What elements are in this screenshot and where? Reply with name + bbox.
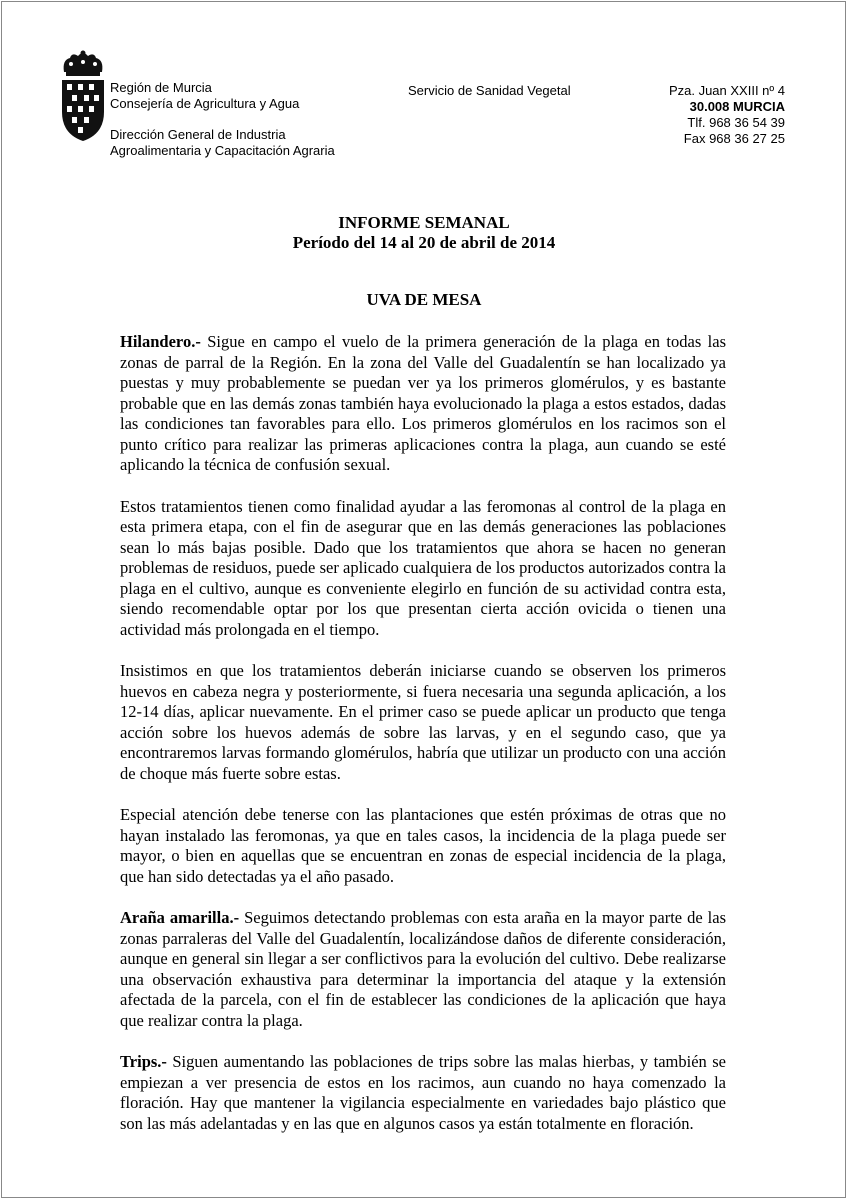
paragraph [120,497,726,641]
paragraph-text: Siguen aumentando las poblaciones de trips sobre las malas hierbas, y también se empiezan a ver presencia de estos en los racimos, aun cuando no haya comenzado la floración. Hay que mantener la vigilancia especialmente en variedades bajo plástico que son las más adelantadas y en las que en algunos casos ya están totalmente en floración. [120,1052,726,1133]
report-body [120,332,726,1155]
letterhead [0,0,848,170]
department-name [110,127,335,159]
phone-number: Tlf. 968 36 54 39 [687,115,785,130]
paragraph [120,908,726,1031]
org-line-1: Región de Murcia [110,80,212,95]
org-line-2: Consejería de Agricultura y Agua [110,96,300,111]
paragraph-lead: Trips.- [120,1052,167,1071]
report-heading [0,213,848,253]
paragraph [120,661,726,784]
paragraph-text: Sigue en campo el vuelo de la primera generación de la plaga en todas las zonas de parral de la Región. En la zona del Valle del Guadalentín se han localizado ya puestas y muy probablemente se puedan ver ya los primeros glomérulos, y es bastante probable que en las demás zonas también haya evolucionado la plaga a estos estados, dadas las condiciones tan favorables para ello. Los primeros glomérulos en los racimos son el punto crítico para realizar las primeras aplicaciones contra la plaga, aun cuando se esté aplicando la técnica de confusión sexual. [120,332,726,474]
paragraph-lead: Araña amarilla.- [120,908,240,927]
section-title: UVA DE MESA [366,290,482,309]
paragraph-lead: Hilandero.- [120,332,201,351]
paragraph-text: Especial atención debe tenerse con las plantaciones que estén próximas de otras que no hayan instalado las feromonas, ya que en tales casos, la incidencia de la plaga puede ser mayor, o bien en aquellas que se encuentran en zonas de especial incidencia de la plaga, que han sido detectadas ya el año pasado. [120,805,726,886]
contact-address [669,83,785,147]
organization-name [110,80,299,112]
paragraph [120,332,726,476]
address-city: 30.008 MURCIA [689,99,785,114]
paragraph-text: Seguimos detectando problemas con esta araña en la mayor parte de las zonas parraleras del Valle del Guadalentín, localizándose daños de diferente consideración, aunque en general sin llegar a ser conflictivos para la evolución del cultivo. Debe realizarse una observación exhaustiva para determinar la importancia del ataque y la extensión afectada de la parcela, con el fin de establecer las condiciones de la aplicación que haya que realizar contra la plaga. [120,908,726,1030]
address-street: Pza. Juan XXIII nº 4 [668,83,785,98]
dept-line-2: Agroalimentaria y Capacitación Agraria [110,143,335,158]
paragraph-text: Insistimos en que los tratamientos deberán iniciarse cuando se observen los primeros huevos en cabeza negra y posteriormente, si fuera necesaria una segunda aplicación, a los 12-14 días, aplicar nuevamente. En el primer caso se puede aplicar un producto que tenga acción sobre los huevos además de sobre las larvas, y en el segundo caso, que ya encontraremos larvas formando glomérulos, habría que utilizar un producto con una acción de choque más fuerte sobre estas. [120,661,726,783]
paragraph [120,1052,726,1134]
report-title: INFORME SEMANAL [338,213,510,232]
region-crest-icon [58,50,108,142]
dept-line-1: Dirección General de Industria [110,127,286,142]
paragraph-text: Estos tratamientos tienen como finalidad ayudar a las feromonas al control de la plaga en esta primera etapa, con el fin de asegurar que en las demás generaciones las poblaciones sean lo más bajas posible. Dado que los tratamientos que ahora se hacen no generan problemas de residuos, puede ser aplicado cualquiera de los productos autorizados contra la plaga en el cultivo, aunque es conveniente elegirlo en función de su actividad contra esta, siendo recomendable optar por los que presentan cierta acción ovicida o tienen una actividad más prolongada en el tiempo. [120,496,726,639]
report-period: Período del 14 al 20 de abril de 2014 [292,233,556,252]
fax-number: Fax 968 36 27 25 [683,131,785,146]
paragraph [120,805,726,887]
service-name: Servicio de Sanidad Vegetal [408,83,571,98]
